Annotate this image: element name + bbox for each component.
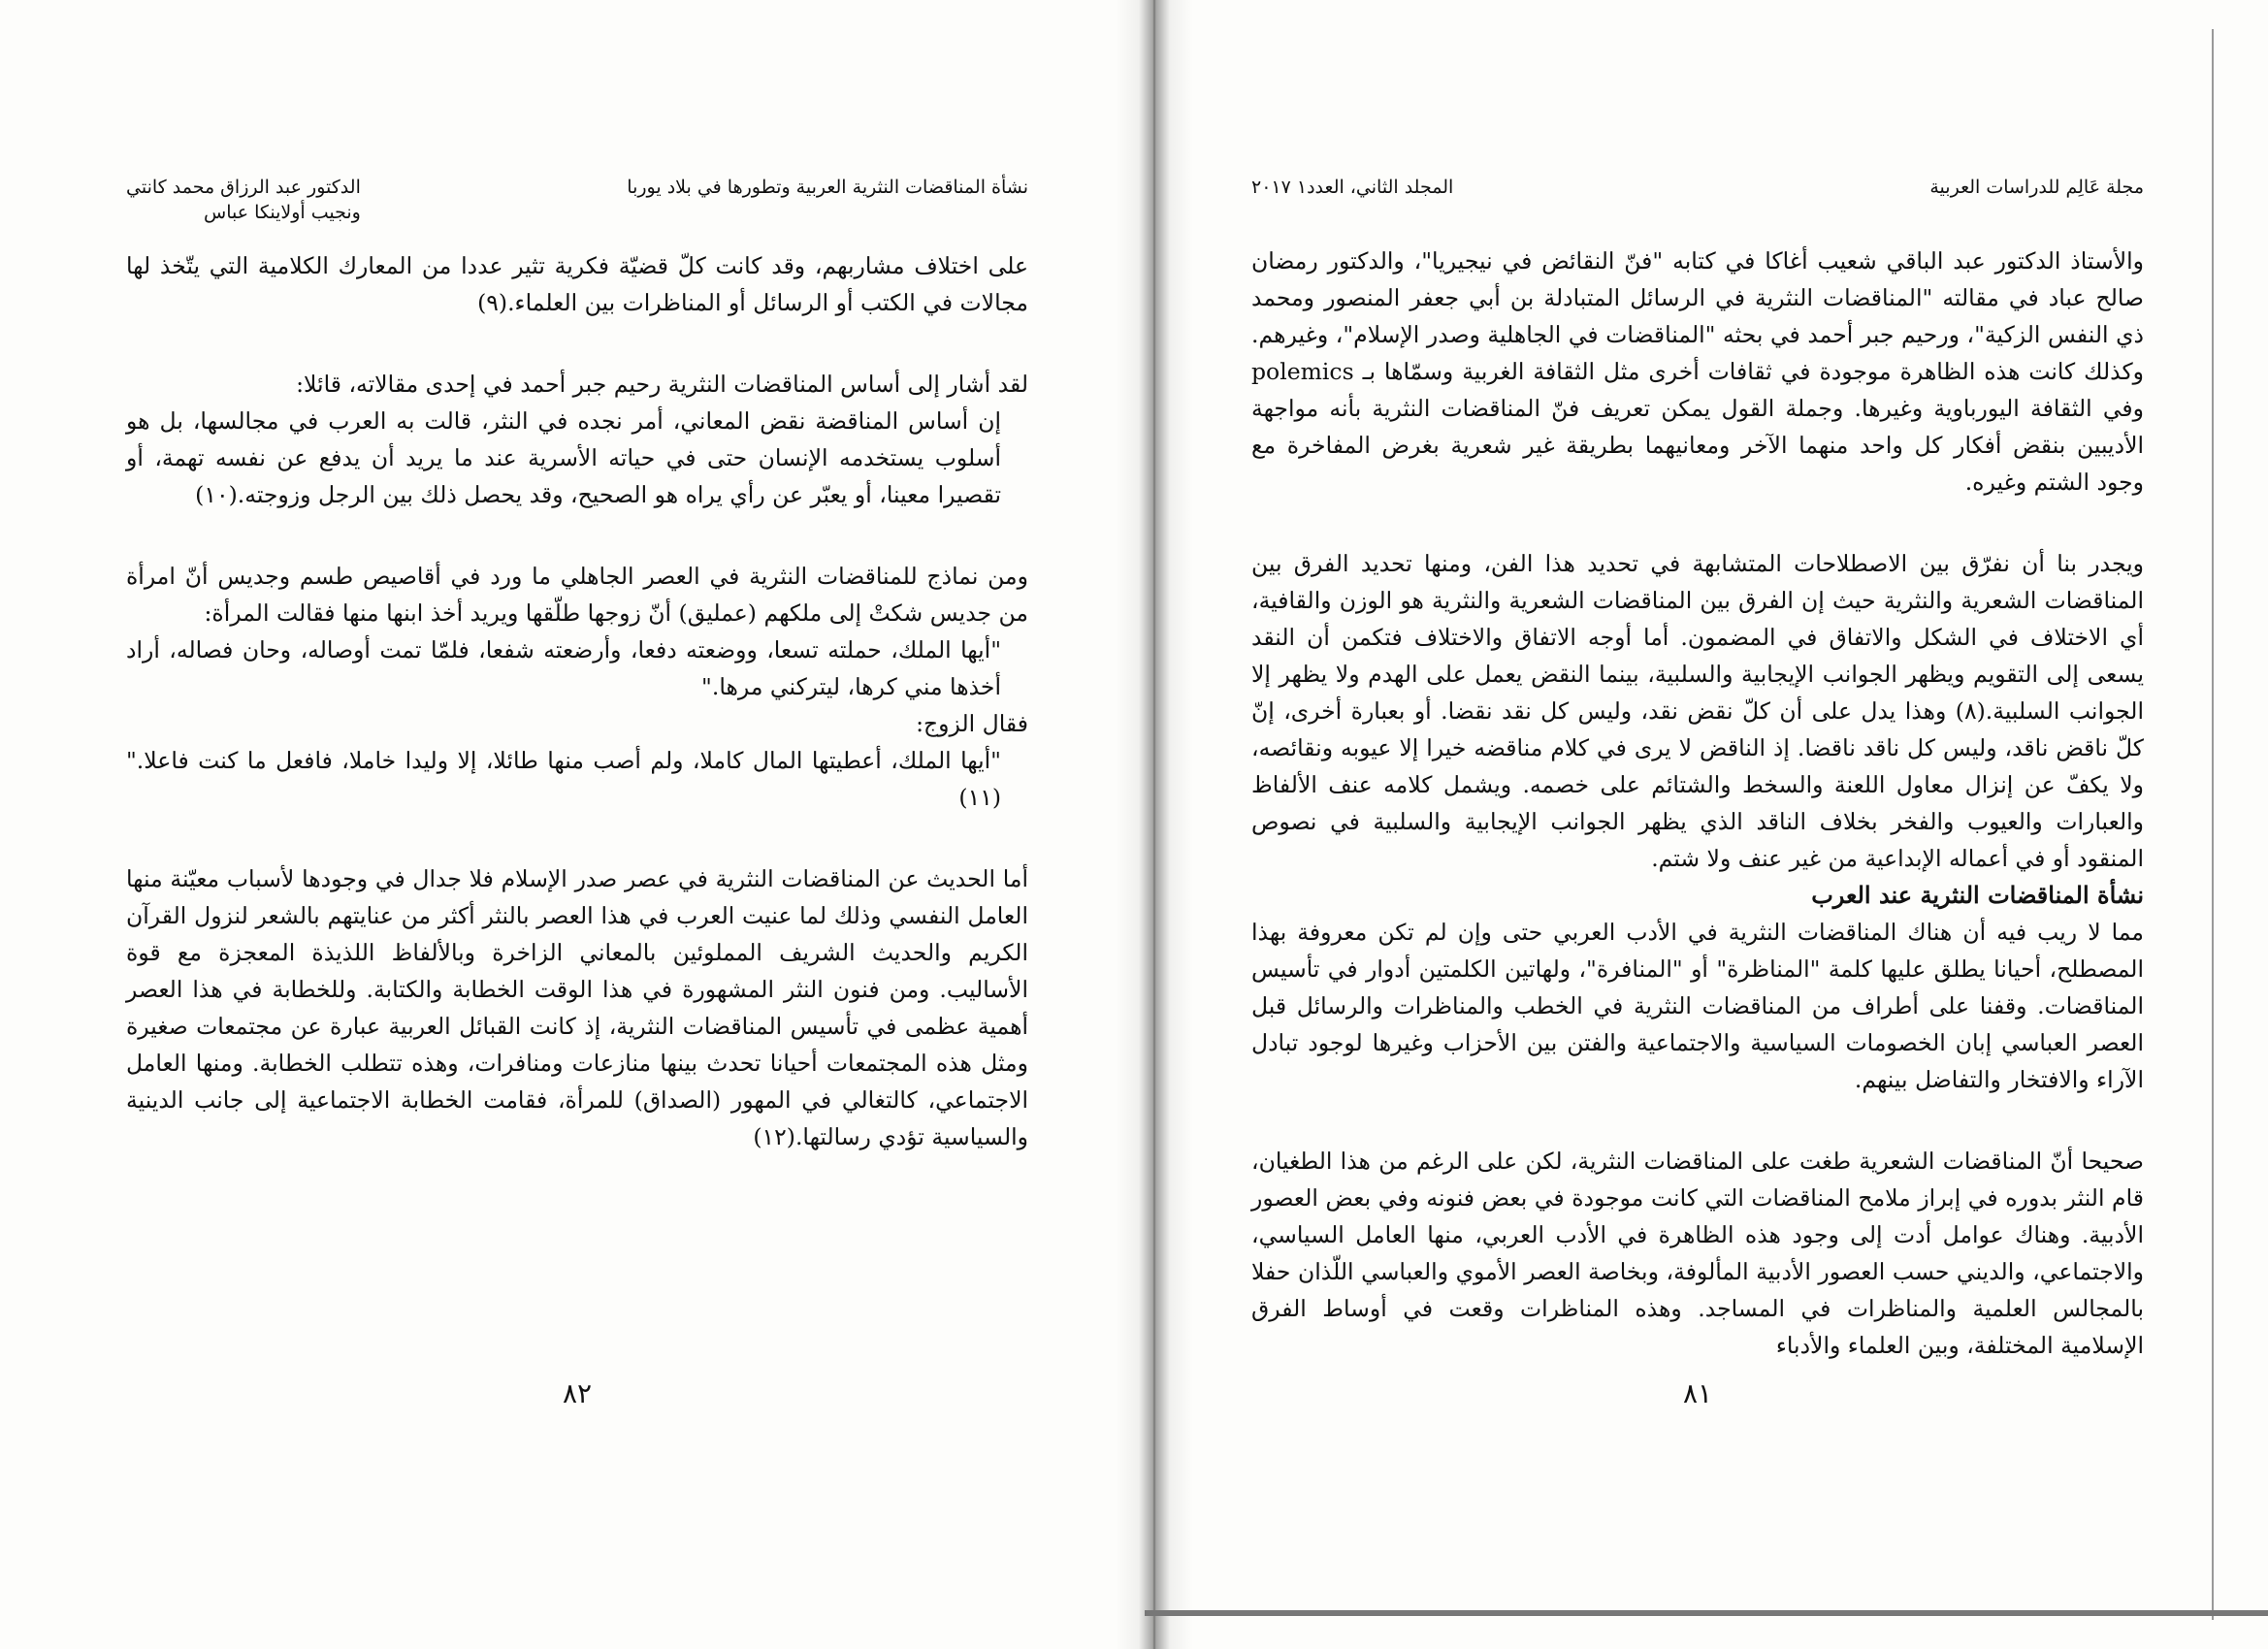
right-running-head xyxy=(1251,175,2144,242)
book-spine-shadow xyxy=(1116,0,1193,1649)
paragraph: لقد أشار إلى أساس المناقضات النثرية رحيم جبر أحمد في إحدى مقالاته، قائلا: xyxy=(296,371,1028,398)
paragraph: مما لا ريب فيه أن هناك المناقضات النثرية في الأدب العربي حتى وإن لم تكن معروفة بهذا المصطلح، أحيانا يطلق عليها كلمة "المناظرة" أو "المنافرة"، ولهاتين الكلمتين أدوار في تأسيس المناقضات. وقفنا على أطراف من المناقضات النثرية في الخطب والمناظرات والرسائل قبل العصر العباسي إبان الخصومات السياسية والاجتماعية والفتن بين الأحزاب وغيرها لوجود تبادل الآراء والافتخار والتفاضل بينهم. xyxy=(1251,919,2144,1093)
journal-name: مجلة عَالِم للدراسات العربية xyxy=(1929,177,2144,198)
paragraph: ويجدر بنا أن نفرّق بين الاصطلاحات المتشابهة في تحديد هذا الفن، ومنها تحديد الفرق بين المناقضات الشعرية والنثرية حيث إن الفرق بين المناقضات الشعرية والنثرية هو الوزن والقافية، أي الاختلاف في الشكل والاتفاق في المضمون. أما أوجه الاتفاق والاختلاف فتكمن أن النقد يسعى إلى التقويم ويظهر الجوانب الإيجابية والسلبية، بينما النقض يعمل على الهدم ولا يظهر إلا الجوانب السلبية.(٨) وهذا يدل على أن كلّ نقض نقد، وليس كل نقد نقضا. أو بعبارة أخرى، إنّ كلّ ناقض ناقد، وليس كل ناقد ناقضا. إذ الناقض لا يرى في كلام مناقضه خيرا إلا عيوبه ونقائصه، ولا يكفّ عن إنزال معاول اللعنة والسخط والشتائم على خصمه. ويشمل كلامه عنف الألفاظ والعبارات والعيوب والفخر بخلاف الناقد الذي يظهر الجوانب الإيجابية والسلبية في نصوص المنقود أو في أعماله الإبداعية من غير عنف ولا شتم. xyxy=(1251,550,2144,872)
volume-info: المجلد الثاني، العدد١ ٢٠١٧ xyxy=(1251,177,1454,198)
block-quote: إن أساس المناقضة نقض المعاني، أمر نجده في النثر، قالت به العرب في مجالسها، بل هو أسلوب يستخدمه الإنسان حتى في حياته الأسرية عند ما يريد أن يدفع عن نفسه تهمة، أو تقصيرا معينا، أو يعبّر عن رأي يراه هو الصحيح، وقد يحصل ذلك بين الرجل وزوجته.(١٠) xyxy=(126,407,1001,508)
page-number: ٨١ xyxy=(1682,1377,1713,1409)
quote: "أيها الملك، حملته تسعا، ووضعته دفعا، وأرضعته شفعا، فلمّا تمت أوصاله، وحان فصاله، أراد أخذها مني كرها، ليتركني مرها." xyxy=(126,636,1001,700)
paragraph: أما الحديث عن المناقضات النثرية في عصر صدر الإسلام فلا جدال في وجودها لأسباب معيّنة منها العامل النفسي وذلك لما عنيت العرب في هذا العصر بالنثر أكثر من عنايتهم بالشعر لنزول القرآن الكريم والحديث الشريف المملوئين بالمعاني الزاخرة وبالألفاظ اللذيذة المعجزة مع قوة الأساليب. ومن فنون النثر المشهورة في هذا الوقت الخطابة والكتابة. وللخطابة في هذا العصر أهمية عظمى في تأسيس المناقضات النثرية، إذ كانت القبائل العربية عبارة عن مجتمعات صغيرة ومثل هذه المجتمعات أحيانا تحدث بينها منازعات ومنافرات، وهذه تتطلب الخطابة. ومنها العامل الاجتماعي، كالتغالي في المهور (الصداق) للمرأة، فقامت الخطابة الاجتماعية إلى جانب الدينية والسياسية تؤدي رسالتها.(١٢) xyxy=(126,865,1028,1150)
right-body-text xyxy=(1251,242,2144,1408)
left-header-title: نشأة المناقضات النثرية العربية وتطورها في بلاد يوربا xyxy=(627,177,1028,198)
left-running-head xyxy=(126,175,1028,242)
left-body-text xyxy=(126,247,1028,1200)
paragraph: على اختلاف مشاربهم، وقد كانت كلّ قضيّة فكرية تثير عددا من المعارك الكلامية التي يتّخذ لها مجالات في الكتب أو الرسائل أو المناظرات بين العلماء.(٩) xyxy=(126,252,1028,316)
left-header-authors xyxy=(126,175,361,225)
paragraph: صحيحا أنّ المناقضات الشعرية طغت على المناقضات النثرية، لكن على الرغم من هذا الطغيان، قام النثر بدوره في إبراز ملامح المناقضات التي كانت موجودة في بعض فنونه وفي بعض العصور الأدبية. وهناك عوامل أدت إلى وجود هذه الظاهرة في الأدب العربي، منها العامل السياسي، والاجتماعي، والديني حسب العصور الأدبية المألوفة، وبخاصة العصر الأموي والعباسي اللّذان حفلا بالمجالس العلمية والمناظرات في المساجد. وهذه المناظرات وقعت في أوساط الفرق الإسلامية المختلفة، وبين العلماء والأدباء xyxy=(1251,1148,2144,1359)
paragraph: ومن نماذج للمناقضات النثرية في العصر الجاهلي ما ورد في أقاصيص طسم وجديس أنّ امرأة من جديس شكتْ إلى ملكهم (عمليق) أنّ زوجها طلّقها ويريد أخذ ابنها منها فقالت المرأة: xyxy=(126,563,1028,627)
left-page xyxy=(126,0,1028,1649)
quote: "أيها الملك، أعطيتها المال كاملا، ولم أصب منها طائلا، إلا وليدا خاملا، فافعل ما كنت فاعلا."(١١) xyxy=(126,747,1001,811)
paragraph: والأستاذ الدكتور عبد الباقي شعيب أغاكا في كتابه "فنّ النقائض في نيجيريا"، والدكتور رمضان صالح عباد في مقالته "المناقضات النثرية في الرسائل المتبادلة بن أبي جعفر المنصور ومحمد ذي النفس الزكية"، ورحيم جبر أحمد في بحثه "المناقضات في الجاهلية وصدر الإسلام"، وغيرهم. وكذلك كانت هذه الظاهرة موجودة في ثقافات أخرى مثل الثقافة الغربية وسمّاها بـ polemics وفي الثقافة اليورباوية وغيرها. وجملة القول يمكن تعريف فنّ المناقضات النثرية بأنه مواجهة الأديبين بنقض أفكار كل واحد منهما الآخر ومعانيهما بطريقة غير شعرية بغرض المفاخرة مع وجود الشتم وغيره. xyxy=(1251,247,2144,496)
page-edge-line xyxy=(2212,29,2214,1620)
right-page xyxy=(1251,0,2144,1649)
section-heading: نشأة المناقضات النثرية عند العرب xyxy=(1811,881,2144,909)
author-1: الدكتور عبد الرزاق محمد كانتي xyxy=(126,177,361,198)
author-2: ونجيب أولاينكا عباس xyxy=(204,202,361,223)
paragraph: فقال الزوج: xyxy=(916,710,1028,737)
page-number: ٨٢ xyxy=(562,1377,593,1409)
